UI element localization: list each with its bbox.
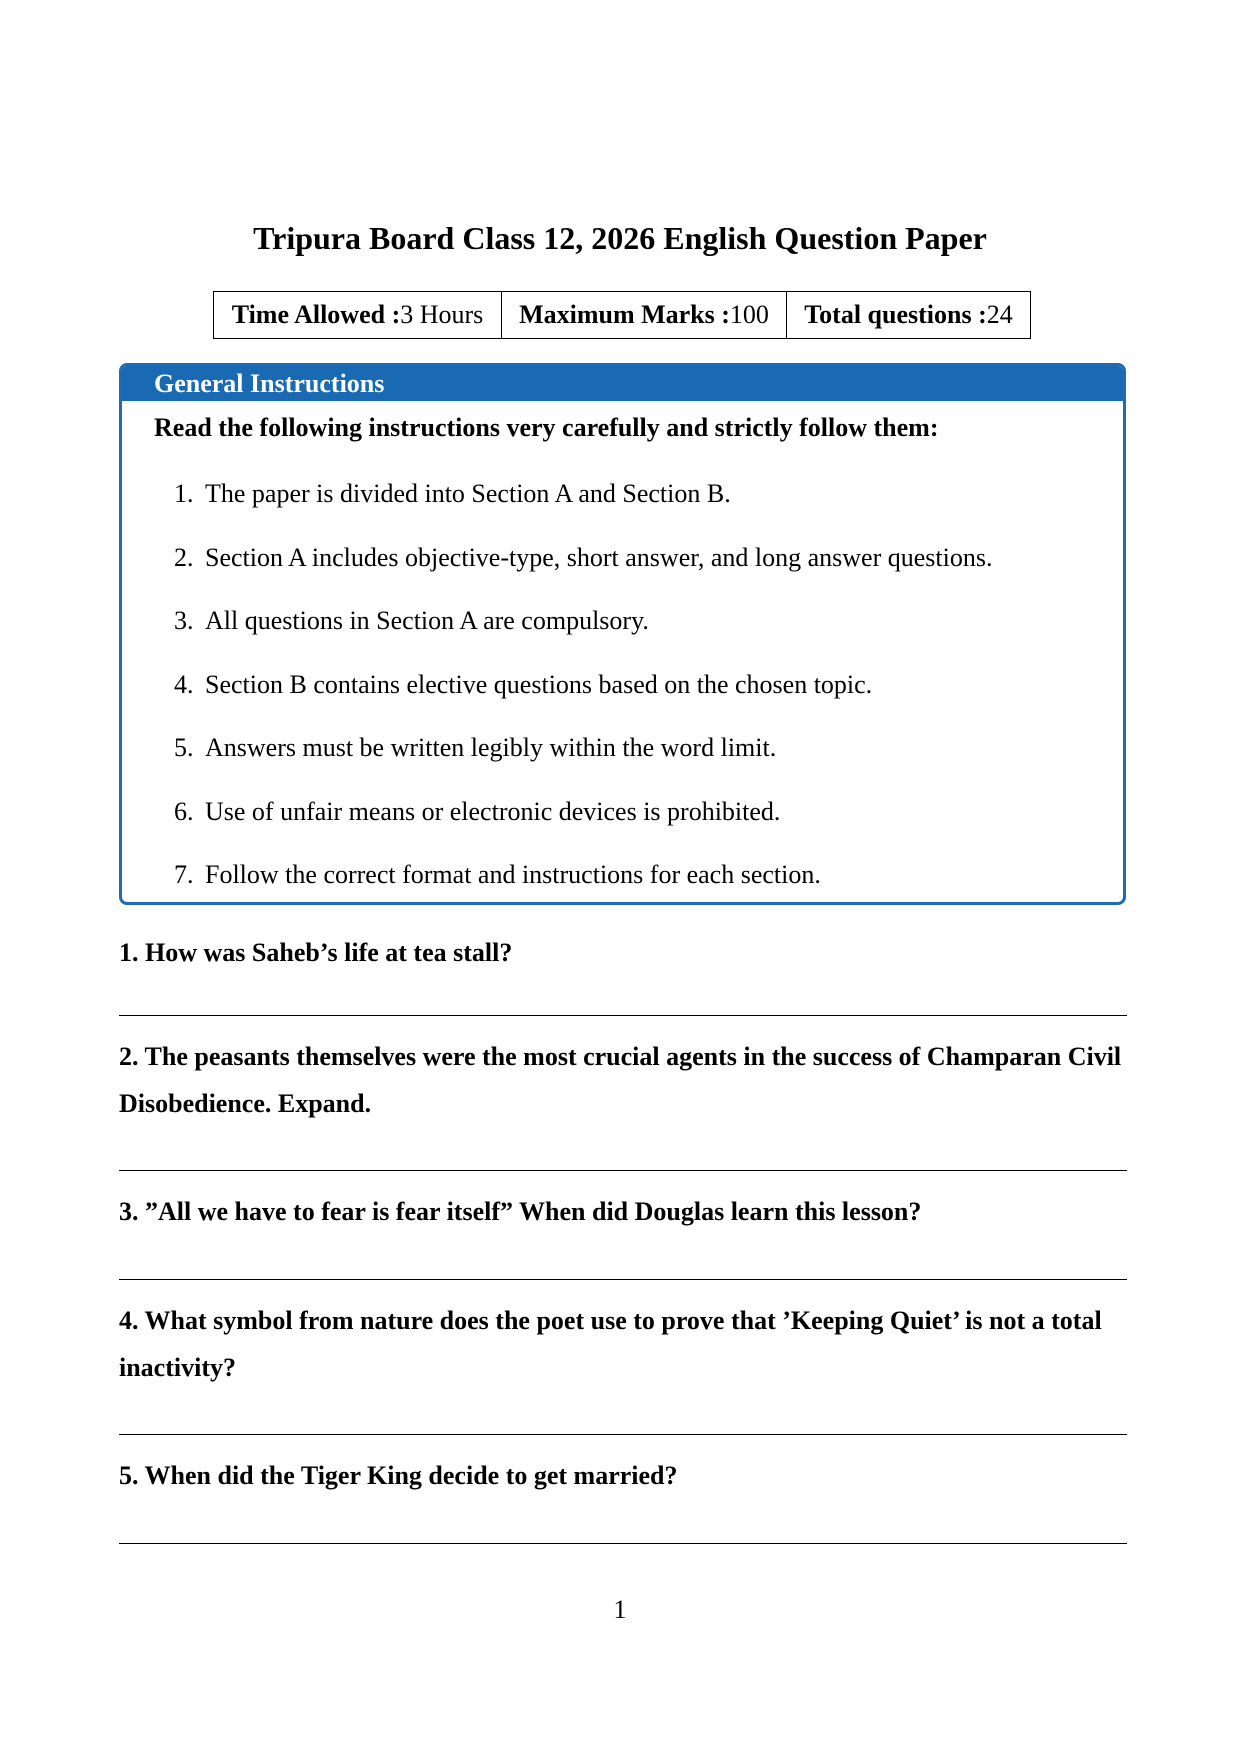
paper-title: Tripura Board Class 12, 2026 English Question Paper (253, 220, 987, 256)
answer-line (119, 1434, 1127, 1435)
instruction-text: Answers must be written legibly within the word limit. (205, 733, 777, 762)
question-1: 1. How was Saheb’s life at tea stall? (119, 938, 513, 967)
instruction-text: Section B contains elective questions based on the chosen topic. (205, 669, 873, 699)
page-number: 1 (613, 1595, 627, 1624)
maximum-marks-label: Maximum Marks : (519, 300, 730, 329)
maximum-marks-value: 100 (729, 300, 769, 329)
question-4: 4. What symbol from nature does the poet use to prove that ’Keeping Quiet’ is not a total inactivity? (119, 1306, 1102, 1382)
total-questions-value: 24 (986, 300, 1013, 329)
answer-line (119, 1015, 1127, 1016)
instruction-item (174, 796, 992, 860)
total-questions-cell (787, 292, 1030, 338)
answer-line (119, 1543, 1127, 1544)
answer-line (119, 1279, 1127, 1280)
time-allowed-label: Time Allowed : (231, 300, 401, 329)
question-5: 5. When did the Tiger King decide to get married? (119, 1461, 678, 1490)
instruction-number: 4. (174, 669, 194, 699)
instruction-number: 6. (174, 796, 194, 826)
instruction-item (174, 732, 992, 796)
instruction-number: 3. (174, 606, 194, 635)
instruction-number: 5. (174, 733, 194, 762)
general-instructions-heading: General Instructions (122, 366, 1123, 401)
instruction-item (174, 605, 992, 669)
general-instructions-box (119, 363, 1126, 905)
time-allowed-value: 3 Hours (400, 300, 484, 329)
instruction-text: The paper is divided into Section A and Section B. (205, 479, 731, 508)
instruction-text: All questions in Section A are compulsory. (205, 606, 649, 635)
exam-meta-table (213, 291, 1031, 339)
instructions-lead: Read the following instructions very carefully and strictly follow them: (154, 413, 939, 442)
instruction-item (174, 542, 992, 606)
instruction-number: 2. (174, 542, 194, 572)
time-allowed-cell (214, 292, 502, 338)
instruction-number: 7. (174, 860, 194, 889)
instruction-text: Section A includes objective-type, short answer, and long answer questions. (205, 542, 993, 572)
instruction-number: 1. (174, 479, 194, 508)
instruction-item (174, 859, 992, 905)
instruction-item (174, 669, 992, 733)
instruction-text: Use of unfair means or electronic devices is prohibited. (205, 796, 781, 826)
question-3: 3. ”All we have to fear is fear itself” When did Douglas learn this lesson? (119, 1197, 922, 1226)
instruction-item (174, 478, 992, 542)
maximum-marks-cell (502, 292, 787, 338)
instruction-text: Follow the correct format and instructions for each section. (205, 860, 821, 889)
question-2: 2. The peasants themselves were the most crucial agents in the success of Champaran Civil Disobedience. Expand. (119, 1042, 1122, 1118)
instructions-list (174, 478, 992, 905)
total-questions-label: Total questions : (804, 300, 987, 329)
answer-line (119, 1170, 1127, 1171)
